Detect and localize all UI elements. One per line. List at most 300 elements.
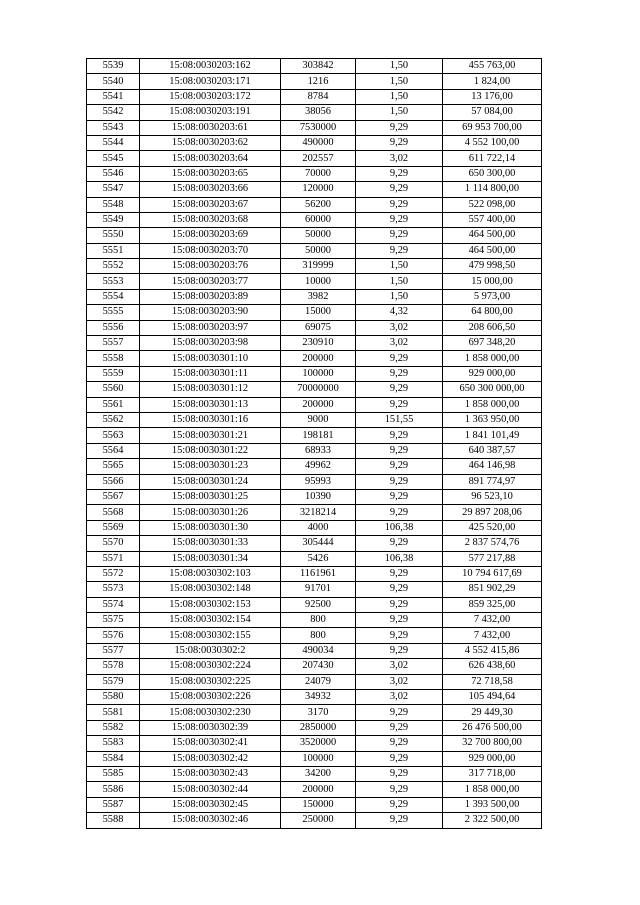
table-row: [87, 797, 542, 812]
area-cell: 15000: [281, 305, 356, 320]
cadastral-value-table: [86, 58, 542, 829]
cadastral-value-cell: 72 718,58: [443, 674, 542, 689]
rate-cell: 9,29: [356, 135, 443, 150]
table-row: [87, 736, 542, 751]
row-number-cell: 5565: [87, 459, 140, 474]
area-cell: 34932: [281, 690, 356, 705]
area-cell: 3170: [281, 705, 356, 720]
cadastral-value-cell: 4 552 100,00: [443, 135, 542, 150]
table-row: [87, 382, 542, 397]
table-row: [87, 674, 542, 689]
table-row: [87, 351, 542, 366]
cadastral-number-cell: 15:08:0030301:34: [140, 551, 281, 566]
cadastral-number-cell: 15:08:0030302:224: [140, 659, 281, 674]
row-number-cell: 5539: [87, 59, 140, 74]
area-cell: 3982: [281, 289, 356, 304]
row-number-cell: 5549: [87, 212, 140, 227]
cadastral-value-cell: 26 476 500,00: [443, 720, 542, 735]
row-number-cell: 5587: [87, 797, 140, 812]
rate-cell: 1,50: [356, 289, 443, 304]
cadastral-value-cell: 13 176,00: [443, 89, 542, 104]
rate-cell: 9,29: [356, 705, 443, 720]
area-cell: 10390: [281, 489, 356, 504]
row-number-cell: 5560: [87, 382, 140, 397]
rate-cell: 9,29: [356, 628, 443, 643]
row-number-cell: 5577: [87, 643, 140, 658]
cadastral-number-cell: 15:08:0030301:25: [140, 489, 281, 504]
table-row: [87, 228, 542, 243]
area-cell: 24079: [281, 674, 356, 689]
cadastral-value-cell: 859 325,00: [443, 597, 542, 612]
area-cell: 3218214: [281, 505, 356, 520]
table-row: [87, 628, 542, 643]
cadastral-number-cell: 15:08:0030301:12: [140, 382, 281, 397]
area-cell: 95993: [281, 474, 356, 489]
area-cell: 1216: [281, 74, 356, 89]
table-row: [87, 212, 542, 227]
cadastral-number-cell: 15:08:0030302:39: [140, 720, 281, 735]
row-number-cell: 5550: [87, 228, 140, 243]
cadastral-number-cell: 15:08:0030301:24: [140, 474, 281, 489]
cadastral-value-cell: 29 449,30: [443, 705, 542, 720]
row-number-cell: 5571: [87, 551, 140, 566]
cadastral-value-cell: 640 387,57: [443, 443, 542, 458]
cadastral-number-cell: 15:08:0030302:148: [140, 582, 281, 597]
cadastral-value-cell: 650 300,00: [443, 166, 542, 181]
cadastral-number-cell: 15:08:0030301:30: [140, 520, 281, 535]
cadastral-value-cell: 464 500,00: [443, 243, 542, 258]
rate-cell: 9,29: [356, 643, 443, 658]
cadastral-number-cell: 15:08:0030302:226: [140, 690, 281, 705]
cadastral-value-cell: 929 000,00: [443, 751, 542, 766]
cadastral-value-cell: 1 363 950,00: [443, 412, 542, 427]
area-cell: 60000: [281, 212, 356, 227]
cadastral-number-cell: 15:08:0030301:22: [140, 443, 281, 458]
cadastral-number-cell: 15:08:0030203:64: [140, 151, 281, 166]
area-cell: 4000: [281, 520, 356, 535]
cadastral-number-cell: 15:08:0030302:225: [140, 674, 281, 689]
rate-cell: 9,29: [356, 613, 443, 628]
cadastral-number-cell: 15:08:0030203:68: [140, 212, 281, 227]
table-row: [87, 289, 542, 304]
cadastral-value-cell: 1 114 800,00: [443, 182, 542, 197]
rate-cell: 1,50: [356, 259, 443, 274]
row-number-cell: 5580: [87, 690, 140, 705]
row-number-cell: 5545: [87, 151, 140, 166]
area-cell: 10000: [281, 274, 356, 289]
rate-cell: 9,29: [356, 536, 443, 551]
cadastral-value-cell: 105 494,64: [443, 690, 542, 705]
rate-cell: 9,29: [356, 505, 443, 520]
cadastral-number-cell: 15:08:0030302:43: [140, 766, 281, 781]
row-number-cell: 5559: [87, 366, 140, 381]
area-cell: 490000: [281, 135, 356, 150]
table-row: [87, 720, 542, 735]
table-row: [87, 105, 542, 120]
row-number-cell: 5551: [87, 243, 140, 258]
cadastral-number-cell: 15:08:0030302:41: [140, 736, 281, 751]
cadastral-value-cell: 1 858 000,00: [443, 397, 542, 412]
table-row: [87, 135, 542, 150]
cadastral-value-cell: 208 606,50: [443, 320, 542, 335]
row-number-cell: 5548: [87, 197, 140, 212]
row-number-cell: 5574: [87, 597, 140, 612]
cadastral-number-cell: 15:08:0030203:69: [140, 228, 281, 243]
rate-cell: 9,29: [356, 428, 443, 443]
cadastral-number-cell: 15:08:0030302:103: [140, 566, 281, 581]
table-row: [87, 782, 542, 797]
cadastral-value-cell: 29 897 208,06: [443, 505, 542, 520]
row-number-cell: 5585: [87, 766, 140, 781]
area-cell: 200000: [281, 351, 356, 366]
row-number-cell: 5540: [87, 74, 140, 89]
row-number-cell: 5543: [87, 120, 140, 135]
cadastral-number-cell: 15:08:0030302:45: [140, 797, 281, 812]
area-cell: 50000: [281, 243, 356, 258]
table-row: [87, 659, 542, 674]
cadastral-value-cell: 479 998,50: [443, 259, 542, 274]
table-row: [87, 582, 542, 597]
rate-cell: 9,29: [356, 489, 443, 504]
rate-cell: 9,29: [356, 582, 443, 597]
table-row: [87, 459, 542, 474]
cadastral-value-cell: 577 217,88: [443, 551, 542, 566]
area-cell: 250000: [281, 813, 356, 828]
table-row: [87, 197, 542, 212]
cadastral-value-cell: 1 858 000,00: [443, 351, 542, 366]
rate-cell: 3,02: [356, 659, 443, 674]
table-row: [87, 443, 542, 458]
table-row: [87, 151, 542, 166]
table-row: [87, 551, 542, 566]
rate-cell: 1,50: [356, 59, 443, 74]
cadastral-number-cell: 15:08:0030301:23: [140, 459, 281, 474]
rate-cell: 9,29: [356, 474, 443, 489]
row-number-cell: 5555: [87, 305, 140, 320]
table-row: [87, 705, 542, 720]
rate-cell: 9,29: [356, 243, 443, 258]
table-row: [87, 243, 542, 258]
cadastral-value-cell: 557 400,00: [443, 212, 542, 227]
rate-cell: 4,32: [356, 305, 443, 320]
area-cell: 207430: [281, 659, 356, 674]
row-number-cell: 5588: [87, 813, 140, 828]
cadastral-number-cell: 15:08:0030203:171: [140, 74, 281, 89]
cadastral-number-cell: 15:08:0030302:154: [140, 613, 281, 628]
cadastral-value-cell: 626 438,60: [443, 659, 542, 674]
cadastral-value-cell: 1 858 000,00: [443, 782, 542, 797]
row-number-cell: 5569: [87, 520, 140, 535]
row-number-cell: 5547: [87, 182, 140, 197]
rate-cell: 106,38: [356, 520, 443, 535]
table-row: [87, 89, 542, 104]
rate-cell: 106,38: [356, 551, 443, 566]
rate-cell: 9,29: [356, 166, 443, 181]
table-row: [87, 320, 542, 335]
area-cell: 91701: [281, 582, 356, 597]
area-cell: 230910: [281, 336, 356, 351]
rate-cell: 9,29: [356, 382, 443, 397]
table-row: [87, 259, 542, 274]
row-number-cell: 5563: [87, 428, 140, 443]
table-row: [87, 566, 542, 581]
cadastral-number-cell: 15:08:0030301:33: [140, 536, 281, 551]
rate-cell: 9,29: [356, 720, 443, 735]
cadastral-value-cell: 64 800,00: [443, 305, 542, 320]
rate-cell: 9,29: [356, 459, 443, 474]
row-number-cell: 5579: [87, 674, 140, 689]
area-cell: 50000: [281, 228, 356, 243]
table-row: [87, 305, 542, 320]
row-number-cell: 5554: [87, 289, 140, 304]
cadastral-number-cell: 15:08:0030302:42: [140, 751, 281, 766]
table-row: [87, 274, 542, 289]
row-number-cell: 5561: [87, 397, 140, 412]
row-number-cell: 5562: [87, 412, 140, 427]
table-row: [87, 643, 542, 658]
row-number-cell: 5542: [87, 105, 140, 120]
row-number-cell: 5578: [87, 659, 140, 674]
row-number-cell: 5564: [87, 443, 140, 458]
row-number-cell: 5558: [87, 351, 140, 366]
table-row: [87, 59, 542, 74]
cadastral-value-cell: 15 000,00: [443, 274, 542, 289]
table-row: [87, 412, 542, 427]
rate-cell: 9,29: [356, 351, 443, 366]
cadastral-number-cell: 15:08:0030301:26: [140, 505, 281, 520]
row-number-cell: 5553: [87, 274, 140, 289]
cadastral-number-cell: 15:08:0030301:16: [140, 412, 281, 427]
area-cell: 69075: [281, 320, 356, 335]
rate-cell: 9,29: [356, 766, 443, 781]
rate-cell: 9,29: [356, 797, 443, 812]
rate-cell: 9,29: [356, 597, 443, 612]
rate-cell: 9,29: [356, 443, 443, 458]
rate-cell: 9,29: [356, 736, 443, 751]
rate-cell: 1,50: [356, 274, 443, 289]
row-number-cell: 5544: [87, 135, 140, 150]
row-number-cell: 5575: [87, 613, 140, 628]
cadastral-value-cell: 464 146,98: [443, 459, 542, 474]
row-number-cell: 5546: [87, 166, 140, 181]
area-cell: 49962: [281, 459, 356, 474]
cadastral-value-cell: 425 520,00: [443, 520, 542, 535]
cadastral-number-cell: 15:08:0030203:66: [140, 182, 281, 197]
row-number-cell: 5581: [87, 705, 140, 720]
area-cell: 70000: [281, 166, 356, 181]
cadastral-value-cell: 929 000,00: [443, 366, 542, 381]
area-cell: 200000: [281, 397, 356, 412]
cadastral-value-cell: 2 322 500,00: [443, 813, 542, 828]
cadastral-number-cell: 15:08:0030302:153: [140, 597, 281, 612]
cadastral-value-cell: 891 774,97: [443, 474, 542, 489]
rate-cell: 9,29: [356, 782, 443, 797]
cadastral-number-cell: 15:08:0030203:90: [140, 305, 281, 320]
area-cell: 200000: [281, 782, 356, 797]
table-row: [87, 813, 542, 828]
cadastral-number-cell: 15:08:0030302:46: [140, 813, 281, 828]
area-cell: 3520000: [281, 736, 356, 751]
cadastral-value-cell: 522 098,00: [443, 197, 542, 212]
table-row: [87, 474, 542, 489]
table-row: [87, 489, 542, 504]
table-row: [87, 366, 542, 381]
rate-cell: 9,29: [356, 566, 443, 581]
table-row: [87, 120, 542, 135]
cadastral-number-cell: 15:08:0030302:155: [140, 628, 281, 643]
table-row: [87, 336, 542, 351]
row-number-cell: 5586: [87, 782, 140, 797]
table-row: [87, 166, 542, 181]
cadastral-value-cell: 7 432,00: [443, 613, 542, 628]
cadastral-number-cell: 15:08:0030203:70: [140, 243, 281, 258]
cadastral-value-cell: 2 837 574,76: [443, 536, 542, 551]
rate-cell: 9,29: [356, 182, 443, 197]
area-cell: 38056: [281, 105, 356, 120]
cadastral-number-cell: 15:08:0030203:98: [140, 336, 281, 351]
rate-cell: 151,55: [356, 412, 443, 427]
row-number-cell: 5570: [87, 536, 140, 551]
table-row: [87, 536, 542, 551]
cadastral-number-cell: 15:08:0030203:162: [140, 59, 281, 74]
table-row: [87, 397, 542, 412]
area-cell: 7530000: [281, 120, 356, 135]
table-row: [87, 428, 542, 443]
cadastral-value-cell: 464 500,00: [443, 228, 542, 243]
cadastral-number-cell: 15:08:0030203:77: [140, 274, 281, 289]
row-number-cell: 5557: [87, 336, 140, 351]
area-cell: 800: [281, 628, 356, 643]
cadastral-value-cell: 697 348,20: [443, 336, 542, 351]
cadastral-value-cell: 1 393 500,00: [443, 797, 542, 812]
area-cell: 70000000: [281, 382, 356, 397]
rate-cell: 9,29: [356, 397, 443, 412]
table-row: [87, 613, 542, 628]
rate-cell: 9,29: [356, 197, 443, 212]
cadastral-value-cell: 650 300 000,00: [443, 382, 542, 397]
row-number-cell: 5572: [87, 566, 140, 581]
area-cell: 120000: [281, 182, 356, 197]
area-cell: 92500: [281, 597, 356, 612]
table-row: [87, 690, 542, 705]
row-number-cell: 5582: [87, 720, 140, 735]
table-row: [87, 182, 542, 197]
area-cell: 34200: [281, 766, 356, 781]
cadastral-number-cell: 15:08:0030203:65: [140, 166, 281, 181]
area-cell: 305444: [281, 536, 356, 551]
area-cell: 8784: [281, 89, 356, 104]
row-number-cell: 5568: [87, 505, 140, 520]
cadastral-value-cell: 1 824,00: [443, 74, 542, 89]
cadastral-value-cell: 10 794 617,69: [443, 566, 542, 581]
cadastral-value-cell: 317 718,00: [443, 766, 542, 781]
table-row: [87, 505, 542, 520]
area-cell: 490034: [281, 643, 356, 658]
rate-cell: 9,29: [356, 751, 443, 766]
area-cell: 100000: [281, 366, 356, 381]
cadastral-value-cell: 32 700 800,00: [443, 736, 542, 751]
row-number-cell: 5541: [87, 89, 140, 104]
rate-cell: 9,29: [356, 366, 443, 381]
table-body: [87, 59, 542, 829]
area-cell: 202557: [281, 151, 356, 166]
area-cell: 100000: [281, 751, 356, 766]
cadastral-number-cell: 15:08:0030302:44: [140, 782, 281, 797]
rate-cell: 1,50: [356, 89, 443, 104]
area-cell: 150000: [281, 797, 356, 812]
table-row: [87, 751, 542, 766]
table-row: [87, 766, 542, 781]
table-row: [87, 597, 542, 612]
cadastral-number-cell: 15:08:0030301:11: [140, 366, 281, 381]
row-number-cell: 5552: [87, 259, 140, 274]
row-number-cell: 5556: [87, 320, 140, 335]
rate-cell: 9,29: [356, 228, 443, 243]
table-row: [87, 74, 542, 89]
cadastral-number-cell: 15:08:0030203:191: [140, 105, 281, 120]
cadastral-number-cell: 15:08:0030203:61: [140, 120, 281, 135]
cadastral-number-cell: 15:08:0030203:67: [140, 197, 281, 212]
area-cell: 68933: [281, 443, 356, 458]
rate-cell: 1,50: [356, 105, 443, 120]
rate-cell: 3,02: [356, 690, 443, 705]
table-row: [87, 520, 542, 535]
rate-cell: 9,29: [356, 212, 443, 227]
cadastral-number-cell: 15:08:0030302:230: [140, 705, 281, 720]
rate-cell: 9,29: [356, 120, 443, 135]
cadastral-number-cell: 15:08:0030301:10: [140, 351, 281, 366]
rate-cell: 3,02: [356, 320, 443, 335]
cadastral-number-cell: 15:08:0030203:76: [140, 259, 281, 274]
area-cell: 303842: [281, 59, 356, 74]
cadastral-number-cell: 15:08:0030302:2: [140, 643, 281, 658]
cadastral-value-cell: 611 722,14: [443, 151, 542, 166]
area-cell: 1161961: [281, 566, 356, 581]
rate-cell: 3,02: [356, 151, 443, 166]
rate-cell: 9,29: [356, 813, 443, 828]
area-cell: 800: [281, 613, 356, 628]
cadastral-number-cell: 15:08:0030203:89: [140, 289, 281, 304]
area-cell: 198181: [281, 428, 356, 443]
cadastral-value-cell: 57 084,00: [443, 105, 542, 120]
row-number-cell: 5573: [87, 582, 140, 597]
cadastral-value-cell: 7 432,00: [443, 628, 542, 643]
row-number-cell: 5566: [87, 474, 140, 489]
rate-cell: 3,02: [356, 336, 443, 351]
area-cell: 9000: [281, 412, 356, 427]
cadastral-value-cell: 455 763,00: [443, 59, 542, 74]
area-cell: 5426: [281, 551, 356, 566]
row-number-cell: 5567: [87, 489, 140, 504]
row-number-cell: 5576: [87, 628, 140, 643]
row-number-cell: 5584: [87, 751, 140, 766]
area-cell: 2850000: [281, 720, 356, 735]
cadastral-value-cell: 5 973,00: [443, 289, 542, 304]
cadastral-number-cell: 15:08:0030301:13: [140, 397, 281, 412]
cadastral-value-cell: 4 552 415,86: [443, 643, 542, 658]
cadastral-value-cell: 96 523,10: [443, 489, 542, 504]
cadastral-value-cell: 69 953 700,00: [443, 120, 542, 135]
rate-cell: 1,50: [356, 74, 443, 89]
cadastral-number-cell: 15:08:0030203:62: [140, 135, 281, 150]
rate-cell: 3,02: [356, 674, 443, 689]
cadastral-number-cell: 15:08:0030203:97: [140, 320, 281, 335]
cadastral-value-cell: 851 902,29: [443, 582, 542, 597]
area-cell: 319999: [281, 259, 356, 274]
cadastral-number-cell: 15:08:0030203:172: [140, 89, 281, 104]
cadastral-number-cell: 15:08:0030301:21: [140, 428, 281, 443]
cadastral-value-cell: 1 841 101,49: [443, 428, 542, 443]
